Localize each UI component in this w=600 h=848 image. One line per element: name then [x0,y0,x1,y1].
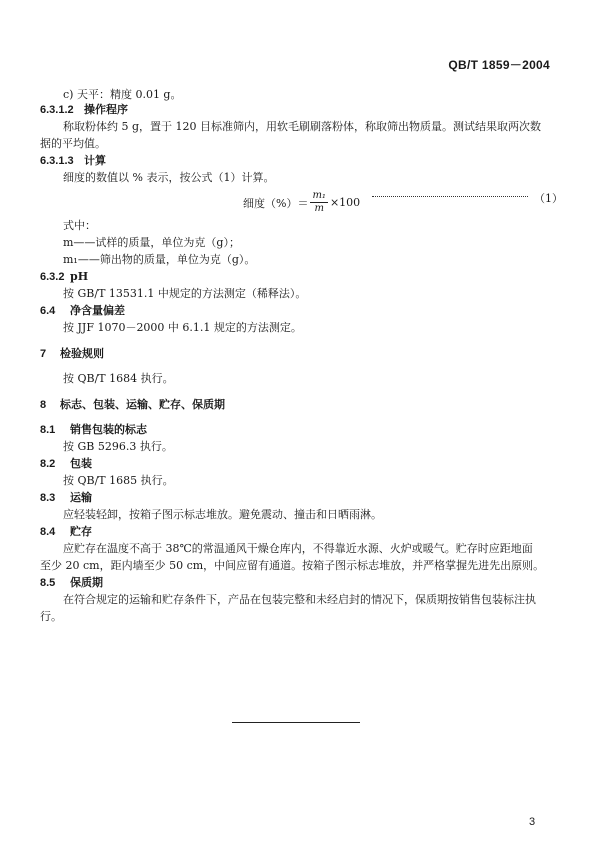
section-title: 操作程序 [84,103,128,116]
section-title: 保质期 [70,576,103,589]
section-8-4 [40,525,92,539]
section-number: 8.3 [40,492,56,504]
formula-fraction [310,190,328,215]
where-label: 式中： [63,219,96,232]
section-number: 8.2 [40,458,56,470]
equation-number: （1） [534,192,563,205]
paragraph-storage-1: 应贮存在温度不高于 38℃的常温通风干燥仓库内，不得靠近水源、火炉或暖气。贮存时应距地面 [63,542,533,555]
section-title: 净含量偏差 [70,304,125,317]
section-title: 贮存 [70,525,92,538]
section-number: 6.4 [40,305,56,317]
section-8-3 [40,491,92,505]
formula-numerator: m₁ [312,190,326,201]
section-8-5 [40,576,103,590]
variable-m1: m₁——筛出物的质量，单位为克（g）。 [63,253,256,266]
paragraph-procedure-1: 称取粉体约 5 g，置于 120 目标准筛内，用软毛刷刷落粉体，称取筛出物质量。测试结果取两次数 [63,120,542,133]
item-c-balance: c) 天平：精度 0.01 g。 [63,88,182,101]
section-6-3-2 [40,270,88,284]
equation-leader-dots [372,195,528,197]
section-number: 8.1 [40,424,56,436]
section-number: 8.5 [40,577,56,589]
section-8 [40,398,225,412]
page-number: 3 [529,816,536,828]
section-number: 6.3.1.2 [40,104,74,116]
section-number: 7 [40,348,47,360]
section-8-2 [40,457,92,471]
end-rule [232,722,360,723]
section-8-1 [40,423,147,437]
formula-left: 细度（%）＝ [243,196,309,210]
section-number: 6.3.2 [40,271,65,283]
section-title: 检验规则 [60,347,104,360]
section-6-4 [40,304,125,318]
paragraph-ph: 按 GB/T 13531.1 中规定的方法测定（稀释法）。 [63,287,307,300]
paragraph-packaging: 按 QB/T 1685 执行。 [63,474,174,487]
section-number: 8 [40,399,47,411]
paragraph-marking: 按 GB 5296.3 执行。 [63,440,173,453]
section-title: 包装 [70,457,92,470]
section-title: 标志、包装、运输、贮存、保质期 [60,398,225,411]
fineness-formula [243,190,360,215]
paragraph-shelf-life-2: 行。 [40,610,62,623]
section-number: 6.3.1.3 [40,155,74,167]
section-title: 计算 [84,154,106,167]
formula-denominator: m [314,203,324,214]
paragraph-net-content: 按 JJF 1070－2000 中 6.1.1 规定的方法测定。 [63,321,302,334]
paragraph-inspection: 按 QB/T 1684 执行。 [63,372,174,385]
paragraph-storage-2: 至少 20 cm，距内墙至少 50 cm，中间应留有通道。按箱子图示标志堆放，并严格掌握先进先出原则。 [40,559,545,572]
paragraph-transport: 应轻装轻卸，按箱子图示标志堆放。避免震动、撞击和日晒雨淋。 [63,508,382,521]
paragraph-shelf-life-1: 在符合规定的运输和贮存条件下，产品在包装完整和未经启封的情况下，保质期按销售包装标注执 [63,593,536,606]
section-title: 销售包装的标志 [70,423,147,436]
paragraph-procedure-2: 据的平均值。 [40,137,106,150]
section-title: 运输 [70,491,92,504]
section-6-3-1-2 [40,103,128,117]
section-7 [40,347,104,361]
formula-right: ×100 [329,196,361,209]
section-title: pH [70,270,89,283]
standard-code: QB/T 1859－2004 [448,58,550,72]
section-6-3-1-3 [40,154,106,168]
variable-m: m——试样的质量，单位为克（g）； [63,236,240,249]
section-number: 8.4 [40,526,56,538]
paragraph-calculation: 细度的数值以 % 表示，按公式（1）计算。 [63,171,275,184]
